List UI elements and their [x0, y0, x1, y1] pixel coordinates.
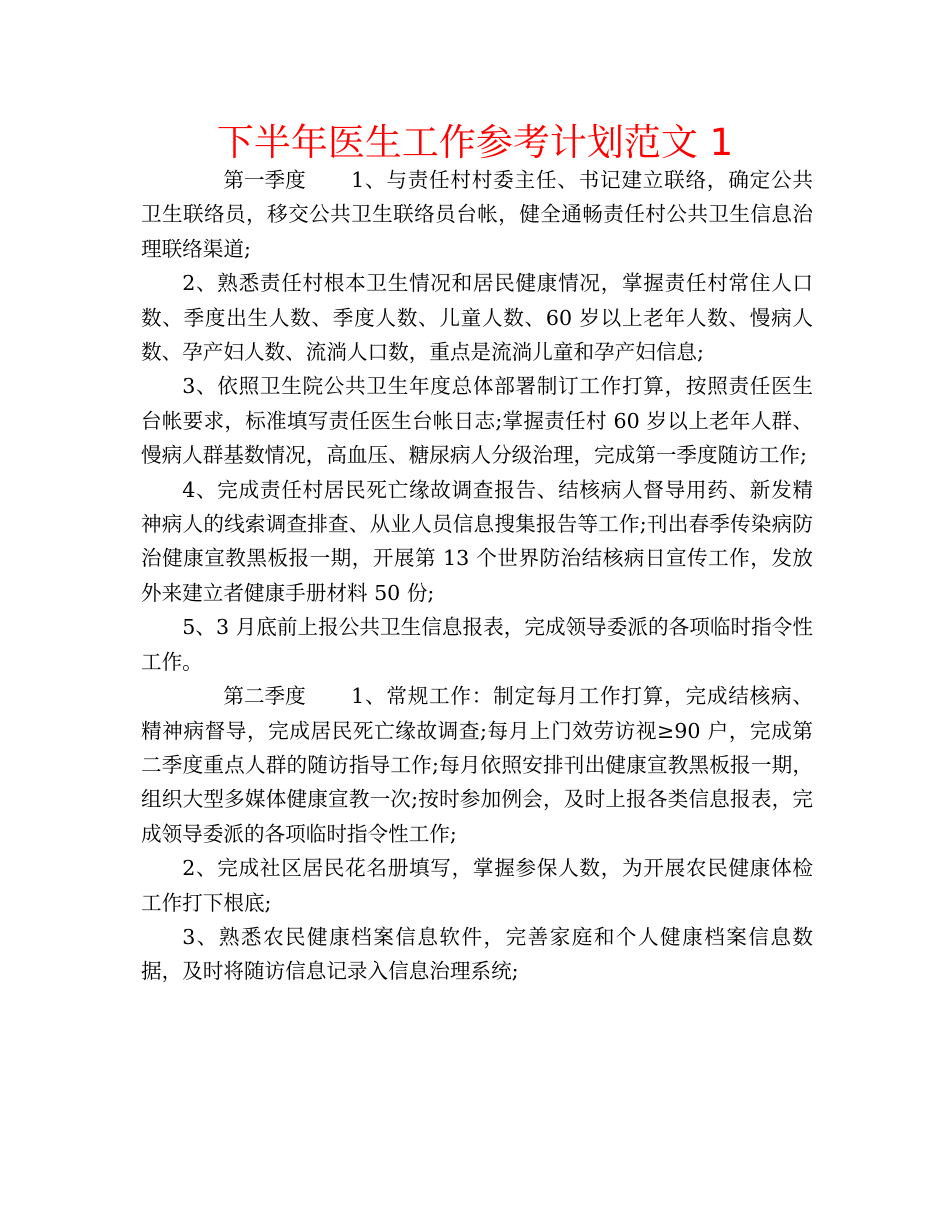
- paragraph-text: 5、3 月底前上报公共卫生信息报表，完成领导委派的各项临时指令性工作。: [141, 615, 813, 674]
- season-heading-q2: 第二季度: [223, 684, 306, 709]
- paragraph-q2-item-2: [141, 851, 813, 920]
- document-body: [141, 163, 813, 989]
- paragraph-text: 3、依照卫生院公共卫生年度总体部署制订工作打算，按照责任医生台帐要求，标准填写责任医生台帐日志;掌握责任村 60 岁以上老年人群、慢病人群基数情况，高血压、糖尿病人分级治理，完成第一季度随访工作;: [141, 374, 813, 468]
- paragraph-q1-item-4: [141, 473, 813, 611]
- document-title: 下半年医生工作参考计划范文 1: [216, 121, 734, 164]
- paragraph-text: 3、熟悉农民健康档案信息软件，完善家庭和个人健康档案信息数据，及时将随访信息记录入信息治理系统;: [141, 924, 813, 984]
- paragraph-q2-item-1: [141, 679, 813, 851]
- paragraph-q2-item-3: [141, 920, 813, 989]
- paragraph-text: 1、常规工作：制定每月工作打算，完成结核病、精神病督导，完成居民死亡缘故调查;每月上门效劳访视≥90 户，完成第二季度重点人群的随访指导工作;每月依照安排刊出健康宣教黑板报一期，组织大型多媒体健康宣教一次;按时参加例会，及时上报各类信息报表，完成领导委派的各项临时指令性工作;: [141, 684, 813, 846]
- paragraph-text: 4、完成责任村居民死亡缘故调查报告、结核病人督导用药、新发精神病人的线索调查排查、从业人员信息搜集报告等工作;刊出春季传染病防治健康宣教黑板报一期，开展第 13 个世界防治结核病日宣传工作，发放外来建立者健康手册材料 50 份;: [141, 477, 813, 605]
- paragraph-text: 1、与责任村村委主任、书记建立联络，确定公共卫生联络员，移交公共卫生联络员台帐，健全通畅责任村公共卫生信息治理联络渠道;: [141, 168, 813, 261]
- paragraph-q1-item-2: [141, 266, 813, 369]
- paragraph-text: 2、熟悉责任村根本卫生情况和居民健康情况，掌握责任村常住人口数、季度出生人数、季度人数、儿童人数、60 岁以上老年人数、慢病人数、孕产妇人数、流淌人口数，重点是流淌儿童和孕产妇信息;: [141, 271, 813, 365]
- paragraph-text: 2、完成社区居民花名册填写，掌握参保人数，为开展农民健康体检工作打下根底;: [141, 856, 813, 915]
- paragraph-q1-item-5: [141, 610, 813, 679]
- season-heading-q1: 第一季度: [223, 168, 306, 192]
- paragraph-q1-item-3: [141, 369, 813, 472]
- paragraph-q1-item-1: [141, 163, 813, 266]
